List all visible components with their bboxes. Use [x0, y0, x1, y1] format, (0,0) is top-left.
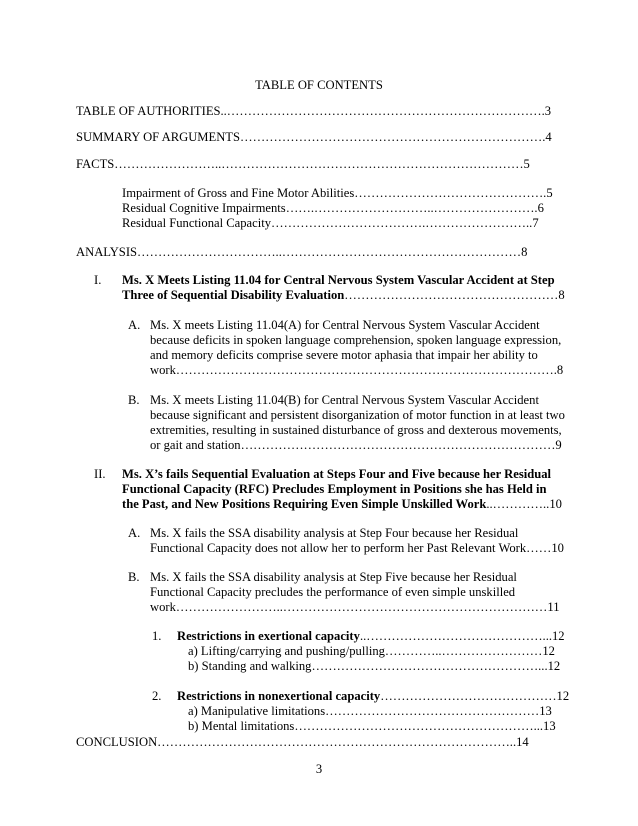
section-i-a-line2: because deficits in spoken language comprehension, spoken language expression,	[150, 333, 562, 347]
subsection-2b: b) Mental limitations…………………………………………………...13	[188, 719, 556, 733]
toc-entry-facts-cognitive: Residual Cognitive Impairments…….………………………..…………………….6	[122, 201, 544, 215]
toc-entry-facts-rfc: Residual Functional Capacity……………………………….……………………..7	[122, 216, 539, 230]
toc-entry-conclusion: CONCLUSION…………………………………………………………………………..14	[76, 735, 529, 749]
section-i-b-marker: B.	[128, 393, 140, 407]
section-ii-leader: ..…………..10	[486, 497, 562, 511]
page-number: 3	[315, 762, 323, 776]
section-i-leader: ……………………………………………8	[344, 288, 565, 302]
section-ii-b-line2: Functional Capacity precludes the performance of even simple unskilled	[150, 585, 516, 599]
subsection-2-leader: ……………………………………12	[380, 689, 570, 703]
subsection-2a: a) Manipulative limitations……………………………………………13	[188, 704, 552, 718]
section-i-b-line3: extremities, resulting in sustained disturbance of gross and dexterous movements,	[150, 423, 562, 437]
subsection-1-heading	[177, 629, 565, 644]
section-i-marker: I.	[94, 273, 102, 287]
section-i-a-line4: work……………………………………………………………………………….8	[150, 363, 564, 377]
section-i-b-line2: because significant and persistent disorganization of motor function in at least two	[150, 408, 565, 422]
section-i-heading-line1: Ms. X Meets Listing 11.04 for Central Nervous System Vascular Accident at Step	[122, 273, 555, 287]
subsection-1a: a) Lifting/carrying and pushing/pulling…………..……………………12	[188, 644, 555, 658]
page-title: TABLE OF CONTENTS	[255, 78, 383, 92]
subsection-2-heading	[177, 689, 569, 704]
section-i-a-line3: and memory deficits comprise severe motor aphasia that impair her ability to	[150, 348, 538, 362]
section-ii-b-line1: Ms. X fails the SSA disability analysis at Step Five because her Residual	[150, 570, 517, 584]
subsection-1-leader: ..……………………………………...12	[359, 629, 565, 643]
section-ii-heading-line1: Ms. X’s fails Sequential Evaluation at Steps Four and Five because her Residual	[122, 467, 552, 481]
section-i-a-line1: Ms. X meets Listing 11.04(A) for Central Nervous System Vascular Accident	[150, 318, 540, 332]
section-ii-a-marker: A.	[128, 526, 141, 540]
toc-entry-summary: SUMMARY OF ARGUMENTS……………………………………………………………….4	[76, 130, 552, 144]
section-ii-b-line3: work……………………..………………………………………………………11	[150, 600, 560, 614]
section-i-b-line4: or gait and station…………………………………………………………………9	[150, 438, 562, 452]
section-ii-heading-line3	[122, 497, 562, 512]
toc-entry-facts: FACTS……………………..………………………………………………………………5	[76, 157, 530, 171]
section-ii-heading-line2: Functional Capacity (RFC) Precludes Employment in Positions she has Held in	[122, 482, 547, 496]
section-ii-a-line1: Ms. X fails the SSA disability analysis at Step Four because her Residual	[150, 526, 519, 540]
toc-entry-facts-motor: Impairment of Gross and Fine Motor Abilities……………………………………….5	[122, 186, 553, 200]
section-ii-heading-text: the Past, and New Positions Requiring Even Simple Unskilled Work	[122, 497, 487, 511]
section-i-b-line1: Ms. X meets Listing 11.04(B) for Central Nervous System Vascular Accident	[150, 393, 539, 407]
section-i-heading-text: Three of Sequential Disability Evaluation	[122, 288, 345, 302]
section-ii-b-marker: B.	[128, 570, 140, 584]
toc-entry-analysis: ANALYSIS……………………………..…………………………………………………8	[76, 245, 528, 259]
subsection-2-marker: 2.	[152, 689, 162, 703]
subsection-1-heading-text: Restrictions in exertional capacity	[177, 629, 360, 643]
subsection-1-marker: 1.	[152, 629, 162, 643]
subsection-1b: b) Standing and walking………………………………………………...12	[188, 659, 561, 673]
section-ii-a-line2: Functional Capacity does not allow her to perform her Past Relevant Work……10	[150, 541, 564, 555]
toc-entry-authorities: TABLE OF AUTHORITIES..………………………………………………………………….3	[76, 104, 552, 118]
section-i-heading-line2	[122, 288, 565, 303]
section-i-a-marker: A.	[128, 318, 141, 332]
section-ii-marker: II.	[94, 467, 106, 481]
subsection-2-heading-text: Restrictions in nonexertional capacity	[177, 689, 381, 703]
